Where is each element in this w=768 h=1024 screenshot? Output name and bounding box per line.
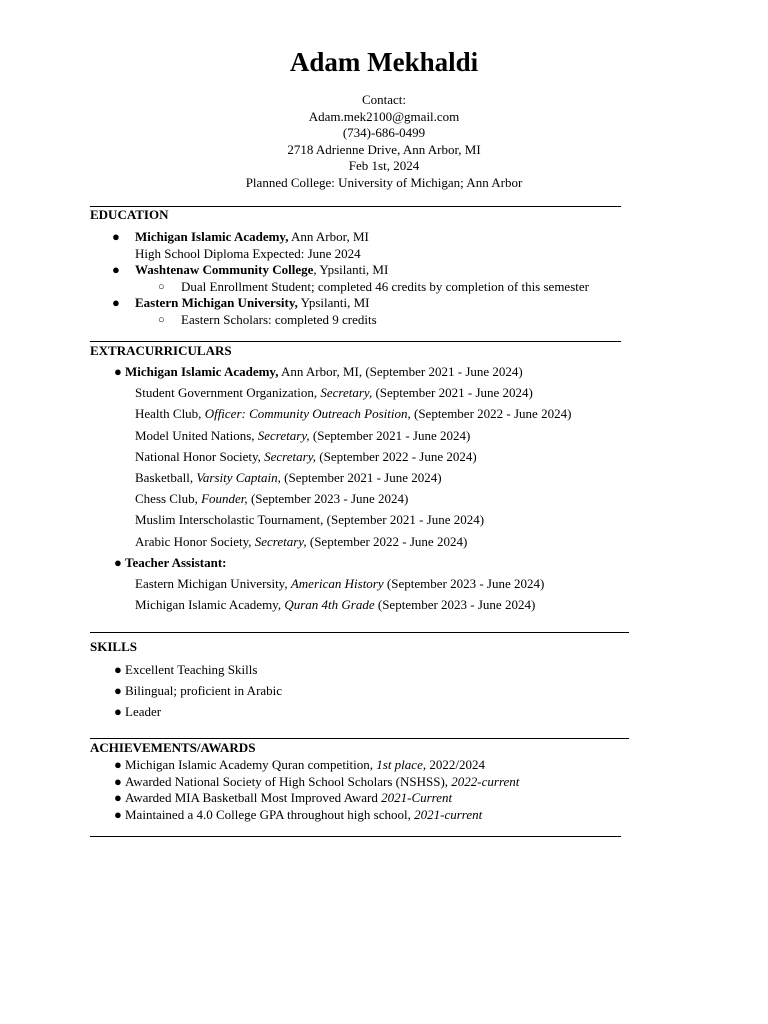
contact-label: Contact: — [361, 92, 407, 107]
activity-role: Varsity Captain, — [196, 469, 281, 485]
award-emphasis: 2021-current — [414, 806, 483, 822]
extracurriculars-heading: EXTRACURRICULARS — [90, 343, 232, 358]
contact-date: Feb 1st, 2024 — [348, 158, 420, 173]
activity-dates: (September 2021 - June 2024) — [372, 385, 533, 401]
activity-dates: (September 2023 - June 2024) — [374, 597, 536, 613]
activity-org: National Honor Society, — [135, 448, 265, 464]
bullet-icon: ● — [114, 773, 122, 789]
skill: Bilingual; proficient in Arabic — [125, 683, 283, 699]
bullet-icon: ● — [114, 554, 122, 570]
list-item — [0, 295, 768, 312]
bullet-icon: ● — [114, 662, 122, 677]
school-detail: Dual Enrollment Student; completed 46 credits by completion of this semester — [181, 278, 589, 294]
activity-org: Student Government Organization, — [135, 385, 321, 401]
activity-role: Quran 4th Grade — [284, 597, 375, 613]
activity-dates: (September 2022 - June 2024) — [306, 533, 468, 549]
activity-row — [0, 594, 768, 615]
activity-org: Basketball, — [135, 469, 197, 485]
activity-org: Model United Nations, — [135, 427, 258, 443]
list-item — [0, 361, 768, 382]
divider — [90, 738, 629, 739]
org-name: Teacher Assistant: — [125, 554, 227, 570]
school-name: Washtenaw Community College — [135, 262, 314, 277]
bullet-icon: ● — [112, 295, 120, 310]
divider — [90, 836, 621, 837]
activity-org: Eastern Michigan University, — [135, 575, 291, 591]
award-emphasis: 1st place, — [376, 757, 427, 772]
skills-heading: SKILLS — [90, 639, 137, 654]
award-text: Michigan Islamic Academy Quran competition, — [125, 757, 377, 772]
activity-dates: (September 2022 - June 2024) — [316, 448, 477, 464]
activity-role: American History — [290, 575, 384, 591]
list-item — [0, 701, 768, 722]
school-name: Michigan Islamic Academy, — [135, 229, 289, 244]
org-detail: Ann Arbor, MI, (September 2021 - June 2024) — [278, 364, 523, 379]
list-item — [0, 757, 768, 774]
activity-role: Secretary, — [264, 448, 317, 464]
circle-bullet-icon: ○ — [158, 313, 165, 326]
activity-role: Officer: Community Outreach Position, — [204, 406, 411, 422]
sub-list-item — [0, 279, 768, 296]
bullet-icon: ● — [114, 683, 122, 699]
contact-planned-college: Planned College: University of Michigan; Ann Arbor — [245, 174, 523, 190]
bullet-icon: ● — [112, 229, 120, 244]
list-item-detail — [0, 246, 768, 263]
skill: Leader — [125, 704, 162, 720]
activity-row — [0, 573, 768, 594]
activity-org: Arabic Honor Society, — [135, 533, 255, 549]
activity-row — [0, 446, 768, 467]
activity-dates: (September 2022 - June 2024) — [410, 406, 572, 422]
list-item — [0, 790, 768, 807]
activity-org: Chess Club, — [135, 491, 202, 507]
list-item — [0, 262, 768, 279]
list-item — [0, 552, 768, 573]
activity-dates: (September 2021 - June 2024) — [309, 427, 471, 443]
circle-bullet-icon: ○ — [158, 280, 165, 293]
contact-address: 2718 Adrienne Drive, Ann Arbor, MI — [287, 141, 481, 157]
award-emphasis: 2021-Current — [381, 790, 453, 805]
school-detail: High School Diploma Expected: June 2024 — [135, 245, 361, 261]
bullet-icon: ● — [114, 704, 122, 720]
bullet-icon: ● — [114, 790, 122, 805]
school-location: Ypsilanti, MI — [297, 295, 370, 310]
achievements-heading: ACHIEVEMENTS/AWARDS — [90, 740, 256, 755]
activity-row — [0, 509, 768, 530]
divider — [90, 206, 621, 207]
bullet-icon: ● — [114, 806, 122, 822]
activity-role: Secretary, — [257, 427, 310, 443]
activity-dates: (September 2023 - June 2024) — [247, 491, 409, 507]
achievements-list — [0, 757, 768, 823]
contact-block — [0, 92, 768, 191]
contact-phone: (734)-686-0499 — [342, 125, 426, 140]
bullet-icon: ● — [112, 262, 120, 277]
education-heading: EDUCATION — [90, 207, 169, 222]
activity-role: Secretary, — [320, 385, 373, 401]
activity-org: Michigan Islamic Academy, — [135, 597, 285, 613]
activity-org: Muslim Interscholastic Tournament, (September 2021 - June 2024) — [135, 512, 485, 528]
bullet-icon: ● — [114, 757, 122, 772]
activity-row — [0, 531, 768, 552]
award-text: Awarded MIA Basketball Most Improved Award — [125, 790, 382, 805]
list-item — [0, 659, 768, 680]
activity-row — [0, 382, 768, 403]
list-item — [0, 807, 768, 824]
list-item — [0, 680, 768, 701]
activity-dates: (September 2021 - June 2024) — [280, 469, 442, 485]
school-detail: Eastern Scholars: completed 9 credits — [181, 311, 377, 327]
activity-row — [0, 403, 768, 424]
extracurriculars-list — [0, 361, 768, 615]
award-tail: 2022/2024 — [426, 757, 485, 772]
list-item — [0, 774, 768, 791]
candidate-name: Adam Mekhaldi — [289, 47, 479, 77]
activity-dates: (September 2023 - June 2024) — [383, 575, 545, 591]
activity-role: Founder, — [201, 491, 248, 507]
school-location: Ann Arbor, MI — [288, 229, 369, 244]
award-emphasis: 2022-current — [451, 773, 520, 789]
award-text: Maintained a 4.0 College GPA throughout high school, — [125, 806, 415, 822]
org-name: Michigan Islamic Academy, — [125, 364, 279, 379]
divider — [90, 632, 629, 633]
contact-email: Adam.mek2100@gmail.com — [308, 108, 460, 124]
divider — [90, 341, 621, 342]
activity-org: Health Club, — [135, 406, 205, 422]
education-list — [0, 229, 768, 328]
sub-list-item — [0, 312, 768, 329]
skill: Excellent Teaching Skills — [125, 662, 258, 677]
list-item — [0, 229, 768, 246]
activity-row — [0, 488, 768, 509]
bullet-icon: ● — [114, 364, 122, 379]
school-name: Eastern Michigan University, — [135, 295, 298, 310]
skills-list — [0, 659, 768, 723]
activity-role: Secretary, — [254, 533, 307, 549]
activity-row — [0, 425, 768, 446]
activity-row — [0, 467, 768, 488]
school-location: , Ypsilanti, MI — [313, 262, 389, 277]
award-text: Awarded National Society of High School Scholars (NSHSS), — [125, 773, 452, 789]
